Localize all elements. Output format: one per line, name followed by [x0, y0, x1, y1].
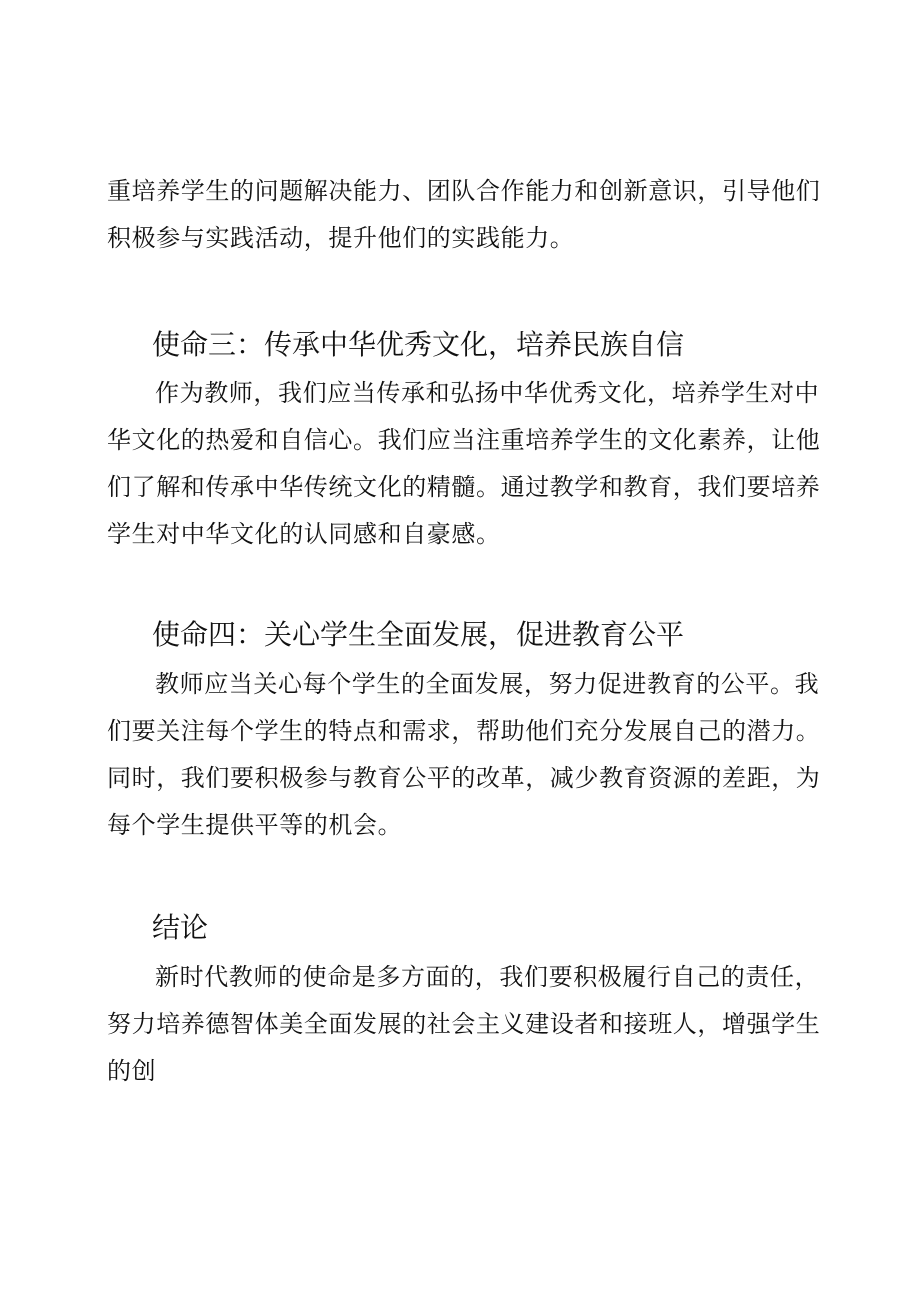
section-paragraph-mission-four: 教师应当关心每个学生的全面发展，努力促进教育的公平。我们要关注每个学生的特点和需求，帮助他们充分发展自己的潜力。同时，我们要积极参与教育公平的改革，减少教育资源的差距，为每个学生提供平等的机会。	[107, 670, 821, 839]
section-heading-mission-four: 使命四：关心学生全面发展，促进教育公平	[152, 618, 685, 651]
section-paragraph-conclusion: 新时代教师的使命是多方面的，我们要积极履行自己的责任，努力培养德智体美全面发展的社会主义建设者和接班人，增强学生的创	[107, 963, 821, 1085]
intro-paragraph: 重培养学生的问题解决能力、团队合作能力和创新意识，引导他们积极参与实践活动，提升他们的实践能力。	[107, 177, 821, 252]
section-heading-mission-three: 使命三：传承中华优秀文化，培养民族自信	[152, 328, 685, 361]
section-heading-conclusion: 结论	[152, 911, 209, 944]
section-paragraph-mission-three: 作为教师，我们应当传承和弘扬中华优秀文化，培养学生对中华文化的热爱和自信心。我们应当注重培养学生的文化素养，让他们了解和传承中华传统文化的精髓。通过教学和教育，我们要培养学生对中华文化的认同感和自豪感。	[107, 379, 821, 548]
